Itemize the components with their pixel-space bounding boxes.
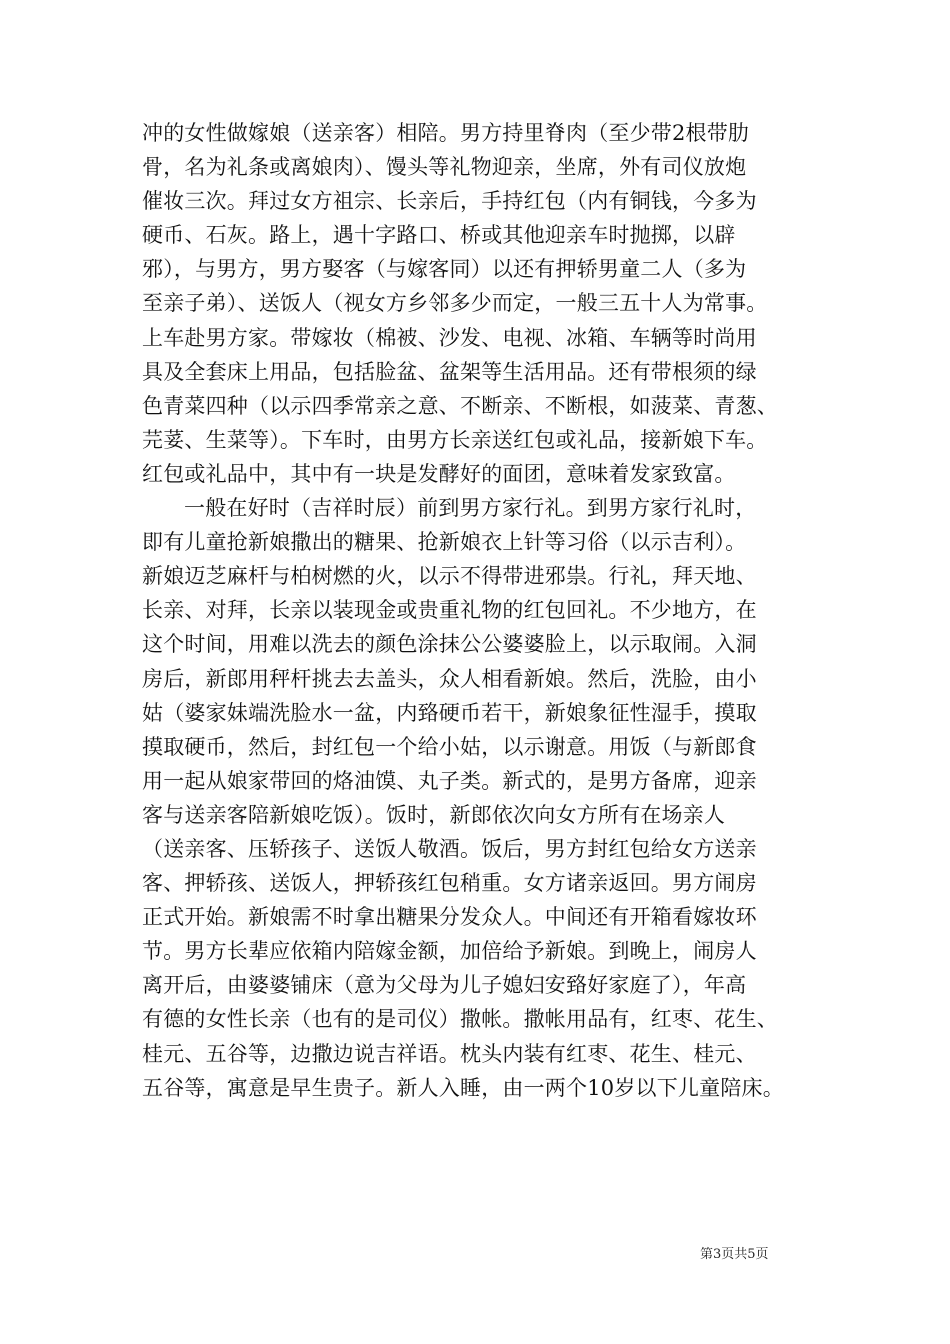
text-line: 客、押轿孩、送饭人，押轿孩红包稍重。女方诸亲返回。男方闹房 bbox=[142, 871, 757, 896]
text-line: 摸取硬币，然后，封红包一个给小姑，以示谢意。用饭（与新郎食 bbox=[142, 734, 757, 759]
text-line: 五谷等，寓意是早生贵子。新人入睡，由一两个10岁以下儿童陪床。 bbox=[142, 1075, 784, 1100]
text-line: 节。男方长辈应依箱内陪嫁金额，加倍给予新娘。到晚上，闹房人 bbox=[142, 939, 757, 964]
text-line: 上车赴男方家。带嫁妆（棉被、沙发、电视、冰箱、车辆等时尚用 bbox=[142, 325, 757, 350]
text-line: 这个时间，用难以洗去的颜色涂抹公公婆婆脸上，以示取闹。入洞 bbox=[142, 632, 757, 657]
text-line: 催妆三次。拜过女方祖宗、长亲后，手持红包（内有铜钱，今多为 bbox=[142, 189, 757, 214]
text-line: 有德的女性长亲（也有的是司仪）撒帐。撒帐用品有，红枣、花生、 bbox=[142, 1007, 778, 1032]
text-line: 用一起从娘家带回的烙油馍、丸子类。新式的，是男方备席，迎亲 bbox=[142, 768, 757, 793]
text-line: 骨，名为礼条或离娘肉）、馒头等礼物迎亲，坐席，外有司仪放炮 bbox=[142, 155, 747, 180]
text-line: 离开后，由婆婆铺床（意为父母为儿子媳妇安臵好家庭了），年高 bbox=[142, 973, 747, 998]
text-line: 冲的女性做嫁娘（送亲客）相陪。男方持里脊肉（至少带2根带肋 bbox=[142, 121, 750, 145]
text-line: 一般在好时（吉祥时辰）前到男方家行礼。到男方家行礼时， bbox=[184, 496, 757, 521]
text-line: 硬币、石灰。路上，遇十字路口、桥或其他迎亲车时抛掷，以辟 bbox=[142, 223, 736, 248]
text-line: 姑（婆家妹端洗脸水一盆，内臵硬币若干，新娘象征性湿手，摸取 bbox=[142, 700, 757, 725]
text-line: （送亲客、压轿孩子、送饭人敬酒。饭后，男方封红包给女方送亲 bbox=[142, 836, 757, 861]
text-line: 具及全套床上用品，包括脸盆、盆架等生活用品。还有带根须的绿 bbox=[142, 359, 757, 384]
text-line: 客与送亲客陪新娘吃饭）。饭时，新郎依次向女方所有在场亲人 bbox=[142, 802, 726, 827]
text-line: 桂元、五谷等，边撒边说吉祥语。枕头内装有红枣、花生、桂元、 bbox=[142, 1041, 757, 1066]
body-text bbox=[142, 116, 824, 1105]
text-line: 即有儿童抢新娘撒出的糖果、抢新娘衣上针等习俗（以示吉利）。 bbox=[142, 530, 747, 555]
text-line: 正式开始。新娘需不时拿出糖果分发众人。中间还有开箱看嫁妆环 bbox=[142, 905, 757, 930]
text-line: 红包或礼品中，其中有一块是发酵好的面团，意味着发家致富。 bbox=[142, 461, 736, 486]
text-line: 至亲子弟）、送饭人（视女方乡邻多少而定，一般三五十人为常事。 bbox=[142, 291, 768, 316]
text-line: 新娘迈芝麻杆与柏树燃的火，以示不得带进邪祟。行礼，拜天地、 bbox=[142, 564, 757, 589]
text-line: 长亲、对拜，长亲以装现金或贵重礼物的红包回礼。不少地方，在 bbox=[142, 598, 757, 623]
text-line: 邪），与男方，男方娶客（与嫁客同）以还有押轿男童二人（多为 bbox=[142, 257, 747, 282]
page-number: 第3页共5页 bbox=[700, 1247, 769, 1262]
text-line: 芫荽、生菜等）。下车时，由男方长亲送红包或礼品，接新娘下车。 bbox=[142, 427, 768, 452]
text-line: 房后，新郎用秤杆挑去去盖头，众人相看新娘。然后，洗脸，由小 bbox=[142, 666, 757, 691]
text-line: 色青菜四种（以示四季常亲之意、不断亲、不断根，如菠菜、青葱、 bbox=[142, 393, 778, 418]
